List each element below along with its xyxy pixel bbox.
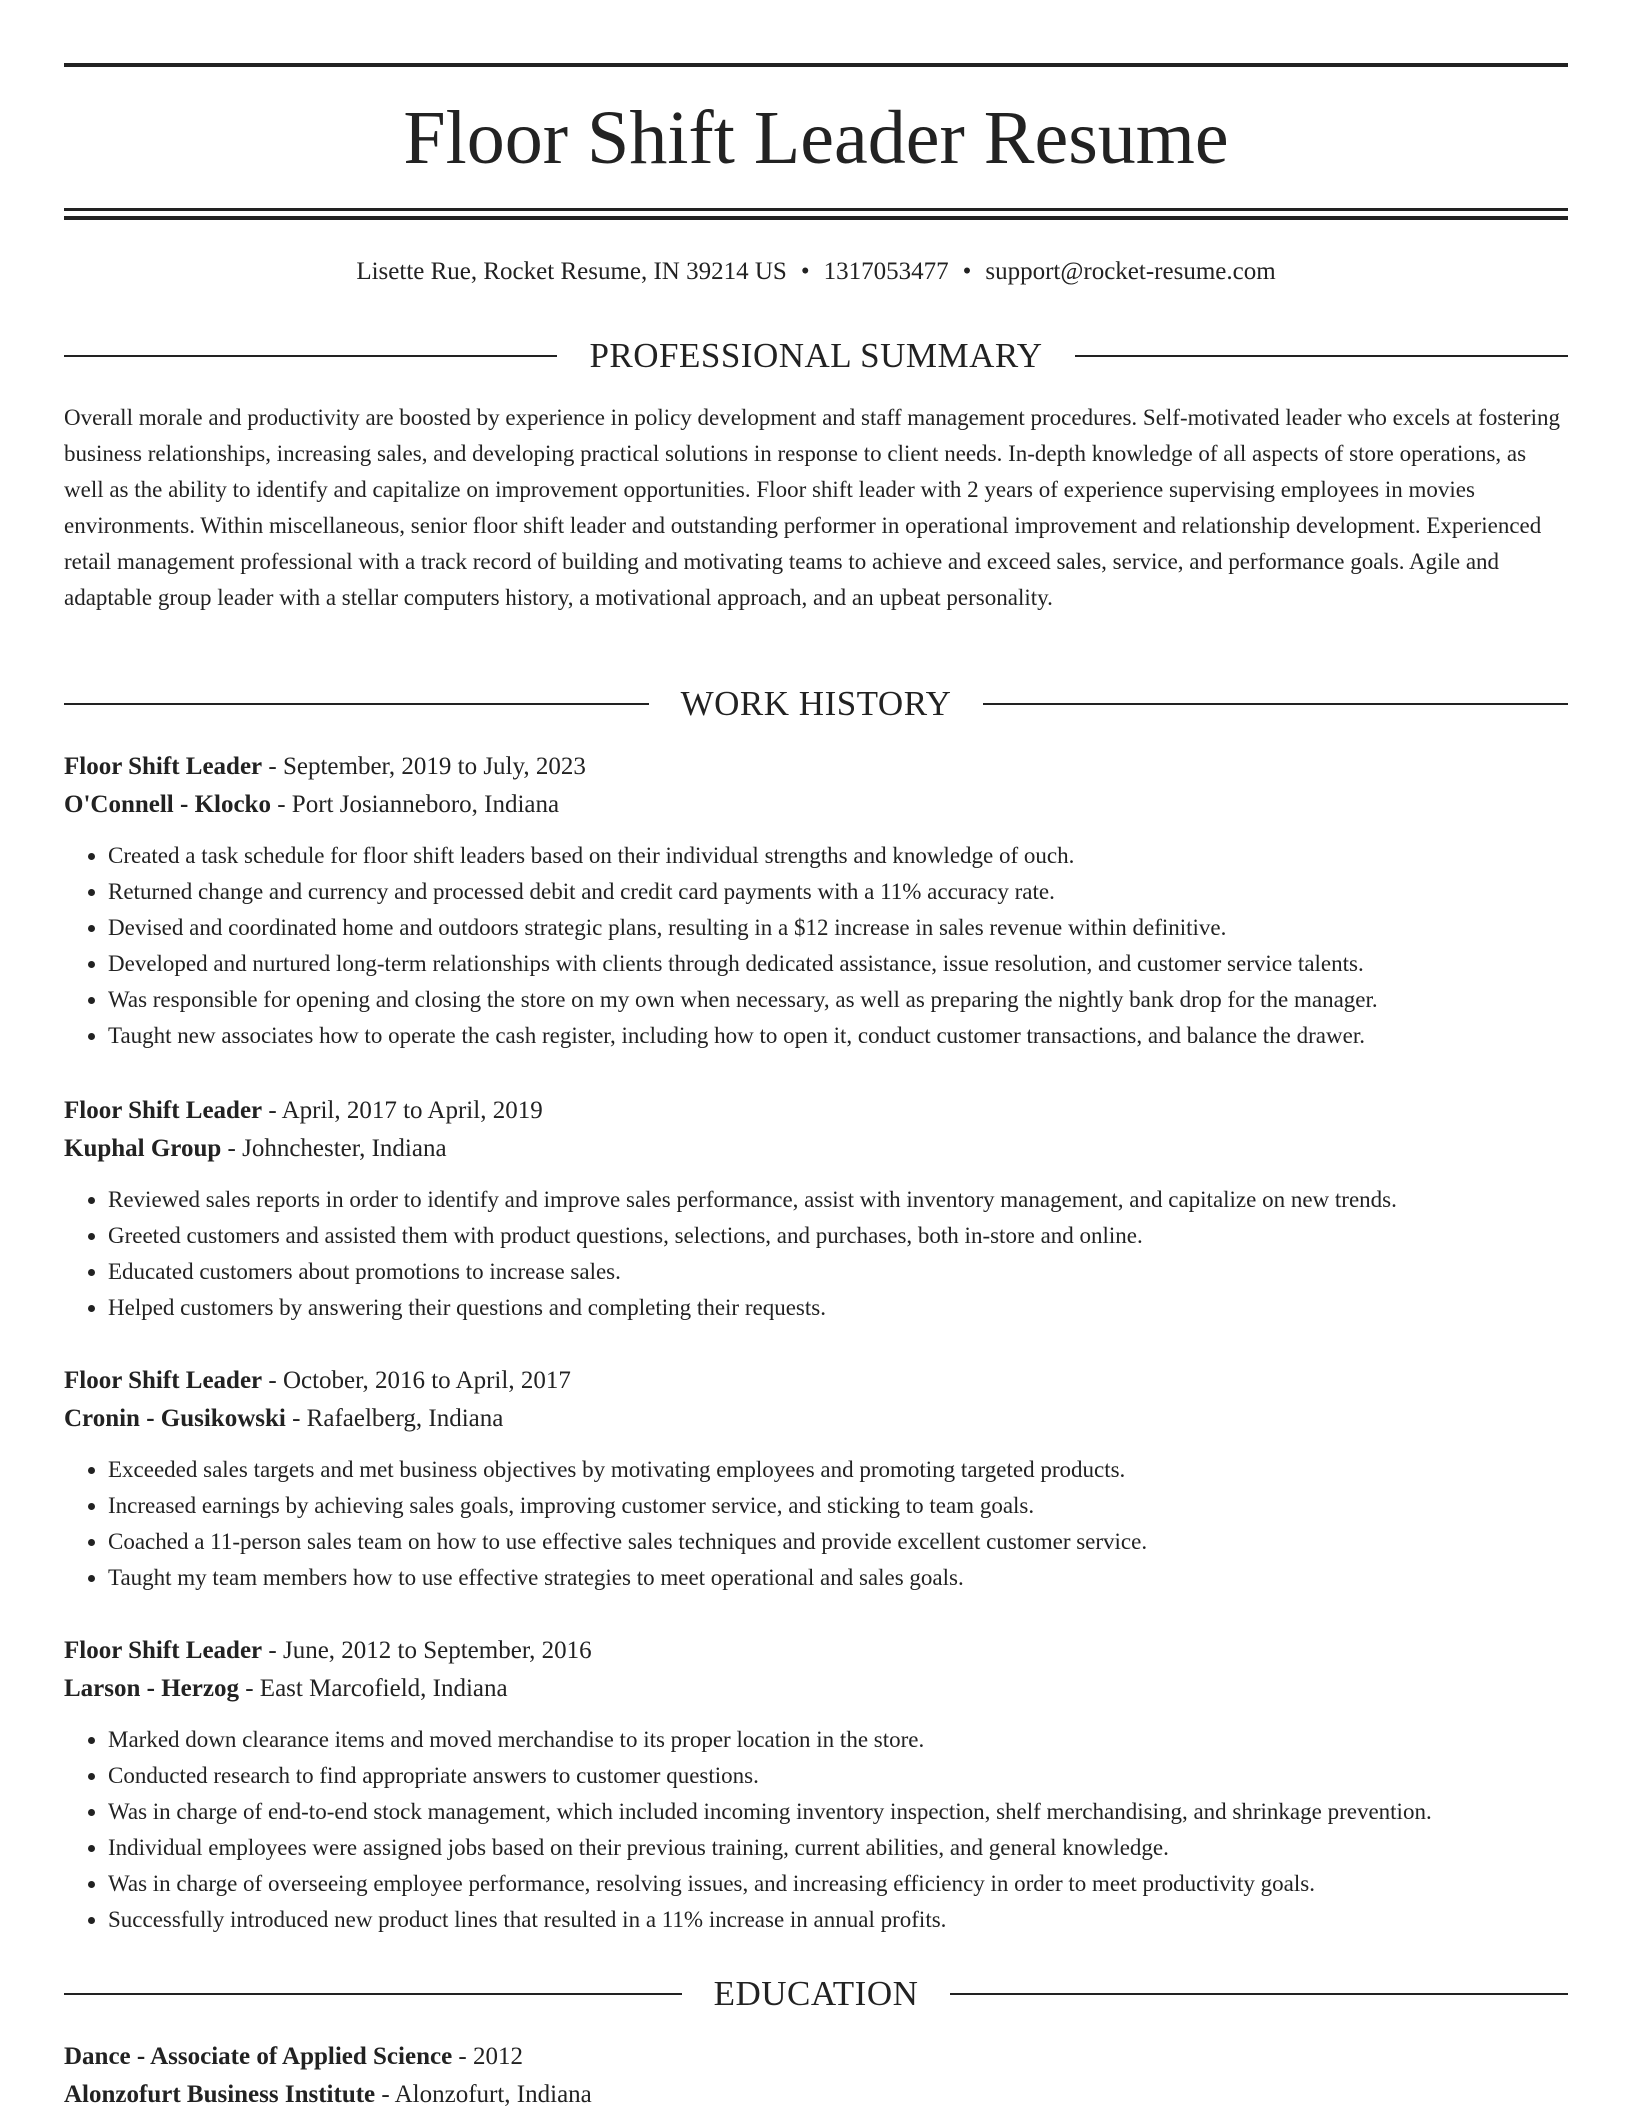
job-bullet: • Educated customers about promotions to increase sales.: [108, 1254, 1568, 1290]
job-dates: - June, 2012 to September, 2016: [268, 1637, 592, 1664]
job-bullet: • Individual employees were assigned jobs based on their previous training, current abilities, and general knowledge.: [108, 1830, 1568, 1866]
top-rule: [64, 63, 1568, 67]
job-bullet: • Successfully introduced new product lines that resulted in a 11% increase in annual profits.: [108, 1902, 1568, 1938]
job-location: - Port Josianneboro, Indiana: [277, 791, 560, 818]
job-bullet: • Marked down clearance items and moved merchandise to its proper location in the store.: [108, 1722, 1568, 1758]
job-bullet: • Helped customers by answering their questions and completing their requests.: [108, 1290, 1568, 1326]
heading-rule-right: [1075, 355, 1568, 357]
heading-rule-left: [64, 703, 649, 705]
contact-separator: •: [800, 258, 810, 285]
job-bullets: [64, 1452, 1568, 1596]
summary-text: Overall morale and productivity are boosted by experience in policy development and staff management procedures. Self-motivated leader who excels at fostering business relationships, increasing sales, and developing practical solutions in response to client needs. In-depth knowledge of all aspects of store operations, as well as the ability to identify and capitalize on improvement opportunities. Floor shift leader with 2 years of experience supervising employees in movies environments. Within miscellaneous, senior floor shift leader and outstanding performer in operational improvement and relationship development. Experienced retail management professional with a track record of building and motivating teams to achieve and exceed sales, service, and performance goals. Agile and adaptable group leader with a stellar computers history, a motivational approach, and an upbeat personality.: [64, 405, 1560, 610]
job-title: Floor Shift Leader: [64, 753, 263, 780]
job-bullet: • Greeted customers and assisted them with product questions, selections, and purchases, both in-store and online.: [108, 1218, 1568, 1254]
job-bullet: • Created a task schedule for floor shift leaders based on their individual strengths and knowledge of ouch.: [108, 838, 1568, 874]
education-location: - Alonzofurt, Indiana: [381, 2081, 592, 2108]
heading-rule-right: [950, 1993, 1568, 1995]
education-year: - 2012: [458, 2043, 523, 2070]
job-bullet: • Reviewed sales reports in order to identify and improve sales performance, assist with inventory management, and capitalize on new trends.: [108, 1182, 1568, 1218]
education-school-line: [64, 2076, 1568, 2114]
job-entry: [64, 748, 1568, 1054]
heading-rule-left: [64, 1993, 682, 1995]
job-company-line: [64, 786, 1568, 824]
job-bullet: • Was in charge of overseeing employee performance, resolving issues, and increasing efficiency in order to meet productivity goals.: [108, 1866, 1568, 1902]
education-heading-label: EDUCATION: [713, 1974, 919, 2013]
job-company-line: [64, 1130, 1568, 1168]
summary-heading-label: PROFESSIONAL SUMMARY: [589, 336, 1043, 375]
job-location: - East Marcofield, Indiana: [245, 1675, 508, 1702]
work-history-heading-label: WORK HISTORY: [680, 684, 952, 723]
job-company: Larson - Herzog: [64, 1675, 239, 1702]
summary-heading: [64, 334, 1568, 378]
heading-rule-left: [64, 355, 557, 357]
heading-rule-right: [983, 703, 1568, 705]
job-bullet: • Taught new associates how to operate the cash register, including how to open it, conduct customer transactions, and balance the drawer.: [108, 1018, 1568, 1054]
contact-separator: •: [962, 258, 972, 285]
job-bullets: [64, 1182, 1568, 1326]
job-entry: [64, 1632, 1568, 1938]
contact-email: support@rocket-resume.com: [985, 258, 1276, 285]
job-bullet: • Taught my team members how to use effective strategies to meet operational and sales goals.: [108, 1560, 1568, 1596]
education-degree: Dance - Associate of Applied Science: [64, 2043, 453, 2070]
job-bullet: • Coached a 11-person sales team on how to use effective sales techniques and provide excellent customer service.: [108, 1524, 1568, 1560]
job-bullet: • Was responsible for opening and closing the store on my own when necessary, as well as preparing the nightly bank drop for the manager.: [108, 982, 1568, 1018]
contact-line: [64, 254, 1568, 290]
job-company: Kuphal Group: [64, 1135, 222, 1162]
job-company-line: [64, 1400, 1568, 1438]
job-entry: [64, 1362, 1568, 1596]
title-rule-lower: [64, 216, 1568, 220]
job-title-line: [64, 1092, 1568, 1130]
job-bullet: • Exceeded sales targets and met business objectives by motivating employees and promoting targeted products.: [108, 1452, 1568, 1488]
job-company: Cronin - Gusikowski: [64, 1405, 286, 1432]
education-school: Alonzofurt Business Institute: [64, 2081, 376, 2108]
title-rule-upper: [64, 208, 1568, 211]
job-title-line: [64, 1362, 1568, 1400]
job-title: Floor Shift Leader: [64, 1637, 263, 1664]
work-history-heading: [64, 682, 1568, 726]
job-bullets: [64, 838, 1568, 1054]
job-bullets: [64, 1722, 1568, 1938]
contact-phone: 1317053477: [823, 258, 949, 285]
education-heading: [64, 1972, 1568, 2016]
page-title: Floor Shift Leader Resume: [403, 96, 1229, 180]
job-location: - Johnchester, Indiana: [227, 1135, 447, 1162]
education-entry: [64, 2038, 1568, 2114]
job-bullet: • Conducted research to find appropriate answers to customer questions.: [108, 1758, 1568, 1794]
job-bullet: • Devised and coordinated home and outdoors strategic plans, resulting in a $12 increase in sales revenue within definitive.: [108, 910, 1568, 946]
job-company: O'Connell - Klocko: [64, 791, 271, 818]
contact-address: Lisette Rue, Rocket Resume, IN 39214 US: [356, 258, 787, 285]
job-title-line: [64, 1632, 1568, 1670]
job-bullet: • Returned change and currency and processed debit and credit card payments with a 11% accuracy rate.: [108, 874, 1568, 910]
job-bullet: • Increased earnings by achieving sales goals, improving customer service, and sticking to team goals.: [108, 1488, 1568, 1524]
job-dates: - April, 2017 to April, 2019: [268, 1097, 543, 1124]
job-title-line: [64, 748, 1568, 786]
job-entry: [64, 1092, 1568, 1326]
job-title: Floor Shift Leader: [64, 1367, 263, 1394]
job-title: Floor Shift Leader: [64, 1097, 263, 1124]
job-bullet: • Developed and nurtured long-term relationships with clients through dedicated assistance, issue resolution, and customer service talents.: [108, 946, 1568, 982]
job-dates: - September, 2019 to July, 2023: [268, 753, 586, 780]
job-dates: - October, 2016 to April, 2017: [268, 1367, 571, 1394]
education-degree-line: [64, 2038, 1568, 2076]
job-bullet: • Was in charge of end-to-end stock management, which included incoming inventory inspection, shelf merchandising, and shrinkage prevention.: [108, 1794, 1568, 1830]
job-location: - Rafaelberg, Indiana: [292, 1405, 504, 1432]
job-company-line: [64, 1670, 1568, 1708]
